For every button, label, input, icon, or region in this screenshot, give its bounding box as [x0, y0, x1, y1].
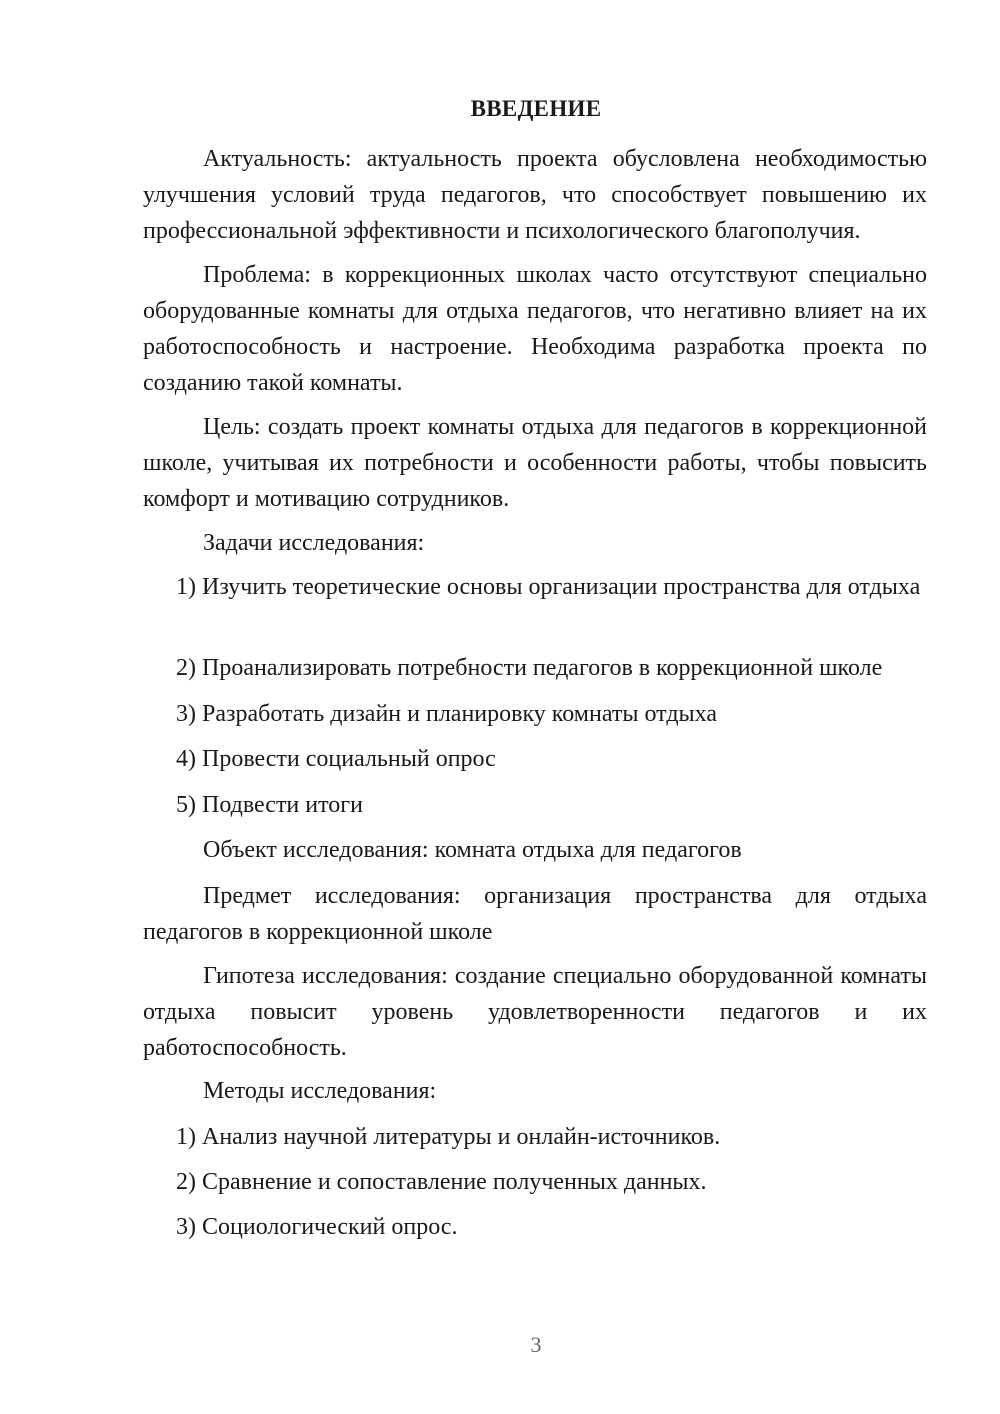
method-item: 1) Анализ научной литературы и онлайн-источников. [176, 1124, 721, 1150]
page-title: ВВЕДЕНИЕ [470, 96, 602, 121]
task-item: 5) Подвести итоги [176, 792, 363, 818]
goal-paragraph: Цель: создать проект комнаты отдыха для педагогов в коррекционной школе, учитывая их потребности и особенности работы, чтобы повысить комфорт и мотивацию сотрудников. [143, 414, 927, 512]
method-item: 3) Социологический опрос. [176, 1214, 458, 1240]
task-item: 3) Разработать дизайн и планировку комнаты отдыха [176, 701, 717, 727]
subject-paragraph: Предмет исследования: организация пространства для отдыха педагогов в коррекционной школе [143, 883, 927, 945]
method-item: 2) Сравнение и сопоставление полученных данных. [176, 1169, 707, 1195]
methods-heading: Методы исследования: [203, 1078, 437, 1104]
task-item: 4) Провести социальный опрос [176, 746, 496, 772]
object-paragraph: Объект исследования: комната отдыха для педагогов [203, 837, 742, 863]
relevance-paragraph: Актуальность: актуальность проекта обусловлена необходимостью улучшения условий труда педагогов, что способствует повышению их профессиональной эффективности и психологического благополучия. [143, 146, 927, 244]
tasks-heading: Задачи исследования: [203, 530, 425, 556]
task-item: 1) Изучить теоретические основы организации пространства для отдыха [176, 574, 921, 600]
problem-paragraph: Проблема: в коррекционных школах часто отсутствуют специально оборудованные комнаты для отдыха педагогов, что негативно влияет на их работоспособность и настроение. Необходима разработка проекта по созданию такой комнаты. [143, 262, 927, 396]
hypothesis-paragraph: Гипотеза исследования: создание специально оборудованной комнаты отдыха повысит уровень удовлетворенности педагогов и их работоспособность. [143, 963, 927, 1061]
page-number: 3 [530, 1332, 542, 1357]
task-item: 2) Проанализировать потребности педагогов в коррекционной школе [176, 655, 883, 681]
